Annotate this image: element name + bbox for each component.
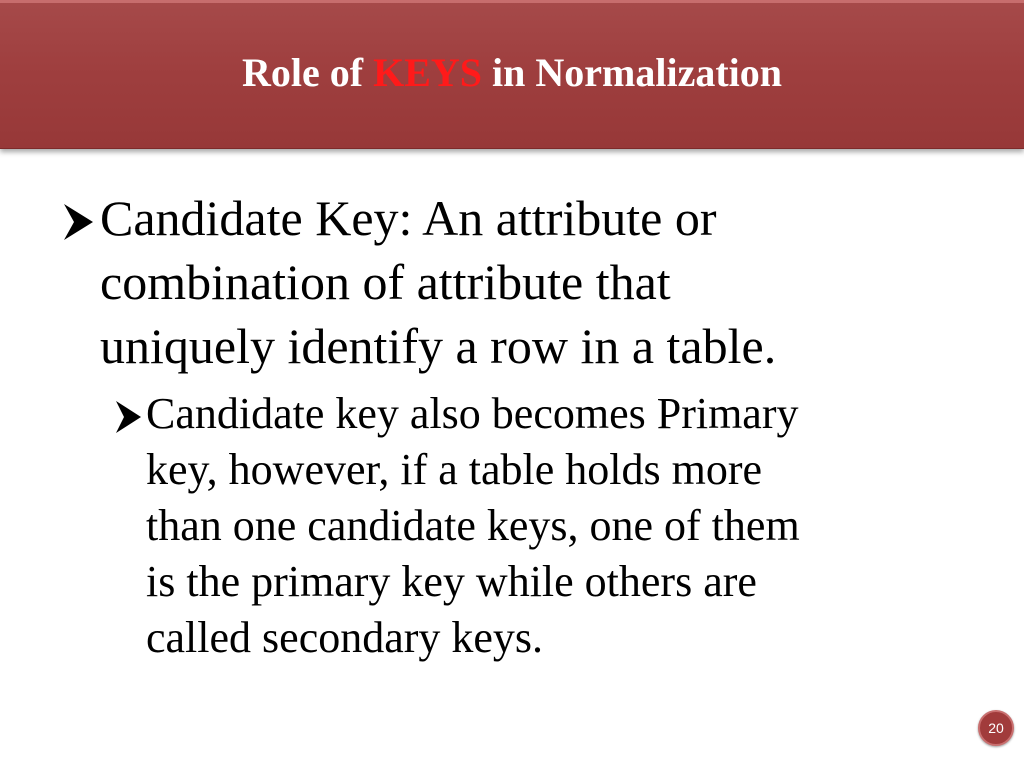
page-number-badge: 20 [978,710,1014,746]
title-keyword: KEYS [373,50,483,95]
sub-bullet-line: Candidate key also becomes Primary [146,389,799,438]
bullet-candidate-key [60,186,960,378]
sub-bullet-first-line [112,386,992,442]
slide-title [0,50,1024,96]
sub-bullet-primary-key [112,386,992,666]
bullet-first-line [60,186,960,250]
bullet-line: Candidate Key: An attribute or [100,190,717,246]
sub-bullet-line: is the primary key while others are [146,557,757,606]
sub-bullet-line: than one candidate keys, one of them [146,501,800,550]
sub-bullet-line: key, however, if a table holds more [146,445,763,494]
bullet-line: uniquely identify a row in a table. [100,318,777,374]
title-prefix: Role of [242,50,374,95]
sub-bullet-line: called secondary keys. [146,613,544,662]
bullet-line: combination of attribute that [100,254,671,310]
title-bar [0,0,1024,149]
arrowhead-bullet-icon [112,386,146,442]
arrowhead-bullet-icon [60,186,100,250]
title-suffix: in Normalization [482,50,782,95]
